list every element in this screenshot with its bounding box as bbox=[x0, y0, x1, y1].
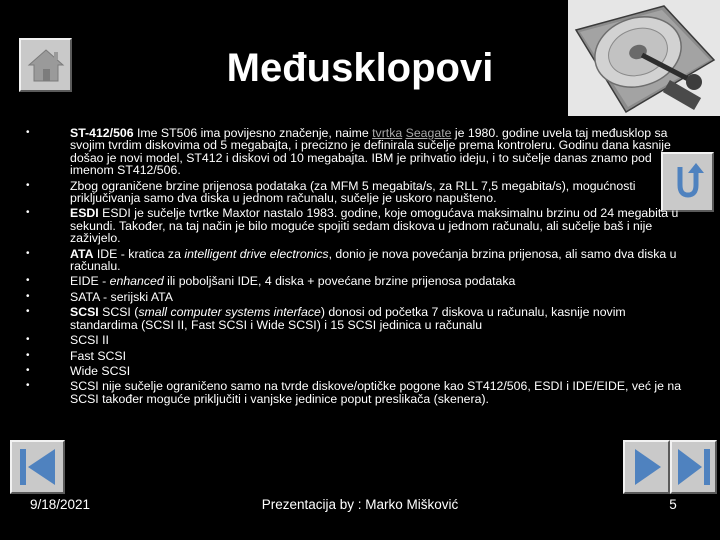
bullet-italic: small computer systems interface bbox=[138, 305, 321, 320]
bullet-text: IDE - kratica za bbox=[93, 246, 185, 261]
bullet-item-scsi bbox=[26, 306, 692, 331]
bullet-text: SCSI nije sučelje ograničeno samo na tvrde diskove/optičke pogone kao ST412/506, ESDI i IDE/EIDE, već je na SCSI također moguće priključiti i vanjske jedinice poput preslikača (skenera). bbox=[70, 379, 682, 406]
bullet-keyword: ESDI bbox=[70, 206, 99, 221]
bullet-text: ESDI je sučelje tvrtke Maxtor nastalo 1983. godine, koje omogućava maksimalnu brzinu od 24 megabita u sekundi. Također, na taj način je bilo moguće spojiti sedam diskova u jednom računalu, ali sučelje baš i nije zaživjelo. bbox=[70, 206, 679, 246]
bullet-item-limits bbox=[26, 180, 692, 205]
footer-author: Prezentacija by : Marko Mišković bbox=[261, 497, 459, 512]
first-slide-button[interactable] bbox=[10, 440, 65, 494]
bullet-item-st412 bbox=[26, 127, 692, 177]
bullet-keyword: ST-412/506 bbox=[70, 126, 134, 140]
bullet-text: Fast SCSI bbox=[70, 348, 127, 363]
home-icon bbox=[26, 45, 66, 85]
bullet-text: EIDE - bbox=[70, 274, 110, 289]
bullet-text: , donio je nova povećanja brzina prijenosa, ali samo dva diska u računalu. bbox=[70, 246, 677, 274]
slide-number: 5 bbox=[669, 497, 677, 512]
bullet-text: Wide SCSI bbox=[70, 363, 131, 378]
bullet-text: Ime ST506 ima povijesno značenje, naime bbox=[133, 126, 373, 140]
bullet-italic: intelligent drive electronics bbox=[184, 246, 329, 261]
last-slide-button[interactable] bbox=[670, 440, 717, 494]
bullet-keyword: SCSI bbox=[70, 305, 99, 320]
home-button[interactable] bbox=[19, 38, 72, 92]
link-tvrtka[interactable]: tvrtka bbox=[372, 126, 403, 140]
first-slide-icon bbox=[15, 445, 61, 489]
content-bullet-list bbox=[26, 127, 692, 405]
bullet-italic: enhanced bbox=[109, 274, 164, 289]
bullet-text: SCSI ( bbox=[98, 305, 139, 320]
bullet-item-ata bbox=[26, 248, 692, 273]
bullet-text: ) donosi od početka 7 diskova u računalu, kasnije novim standardima (SCSI II, Fast SCSI i Wide SCSI) i 15 SCSI jedinica u računalu bbox=[70, 305, 626, 332]
bullet-item-fast-scsi bbox=[26, 350, 692, 362]
bullet-item-scsi-ii bbox=[26, 334, 692, 346]
next-slide-icon bbox=[628, 445, 666, 489]
bullet-text: SCSI II bbox=[70, 333, 109, 348]
bullet-text: ili poboljšani IDE, 4 diska + povećane brzine prijenosa podataka bbox=[163, 274, 516, 289]
bullet-item-sata bbox=[26, 291, 692, 303]
bullet-item-scsi-devices bbox=[26, 380, 692, 405]
link-seagate[interactable]: Seagate bbox=[405, 126, 452, 140]
bullet-text: je 1980. godine uvela taj međusklop sa svojim tvrdim diskovima od 5 megabajta, i precizno je definirala sučelje prema kontroleru. Godinu dana kasnije došao je novi model, ST412 i diskovi od 10 megabajta. IBM je prihvatio ideju, i to sučelje danas znamo pod imenom ST412/506. bbox=[70, 126, 671, 178]
slide-title: Međusklopovi bbox=[226, 46, 494, 90]
footer-date: 9/18/2021 bbox=[30, 497, 91, 512]
bullet-item-wide-scsi bbox=[26, 365, 692, 377]
bullet-text: SATA - serijski ATA bbox=[70, 289, 173, 304]
bullet-item-eide bbox=[26, 275, 692, 287]
bullet-item-esdi bbox=[26, 207, 692, 244]
hard-disk-image bbox=[568, 0, 720, 116]
next-slide-button[interactable] bbox=[623, 440, 670, 494]
bullet-text: Zbog ograničene brzine prijenosa podataka (za MFM 5 megabita/s, za RLL 7,5 megabita/s), mogućnosti priključivanja samo dva diska u jednom računalu, sučelje je uskoro napušteno. bbox=[70, 178, 636, 206]
last-slide-icon bbox=[674, 445, 714, 489]
bullet-keyword: ATA bbox=[70, 246, 94, 261]
